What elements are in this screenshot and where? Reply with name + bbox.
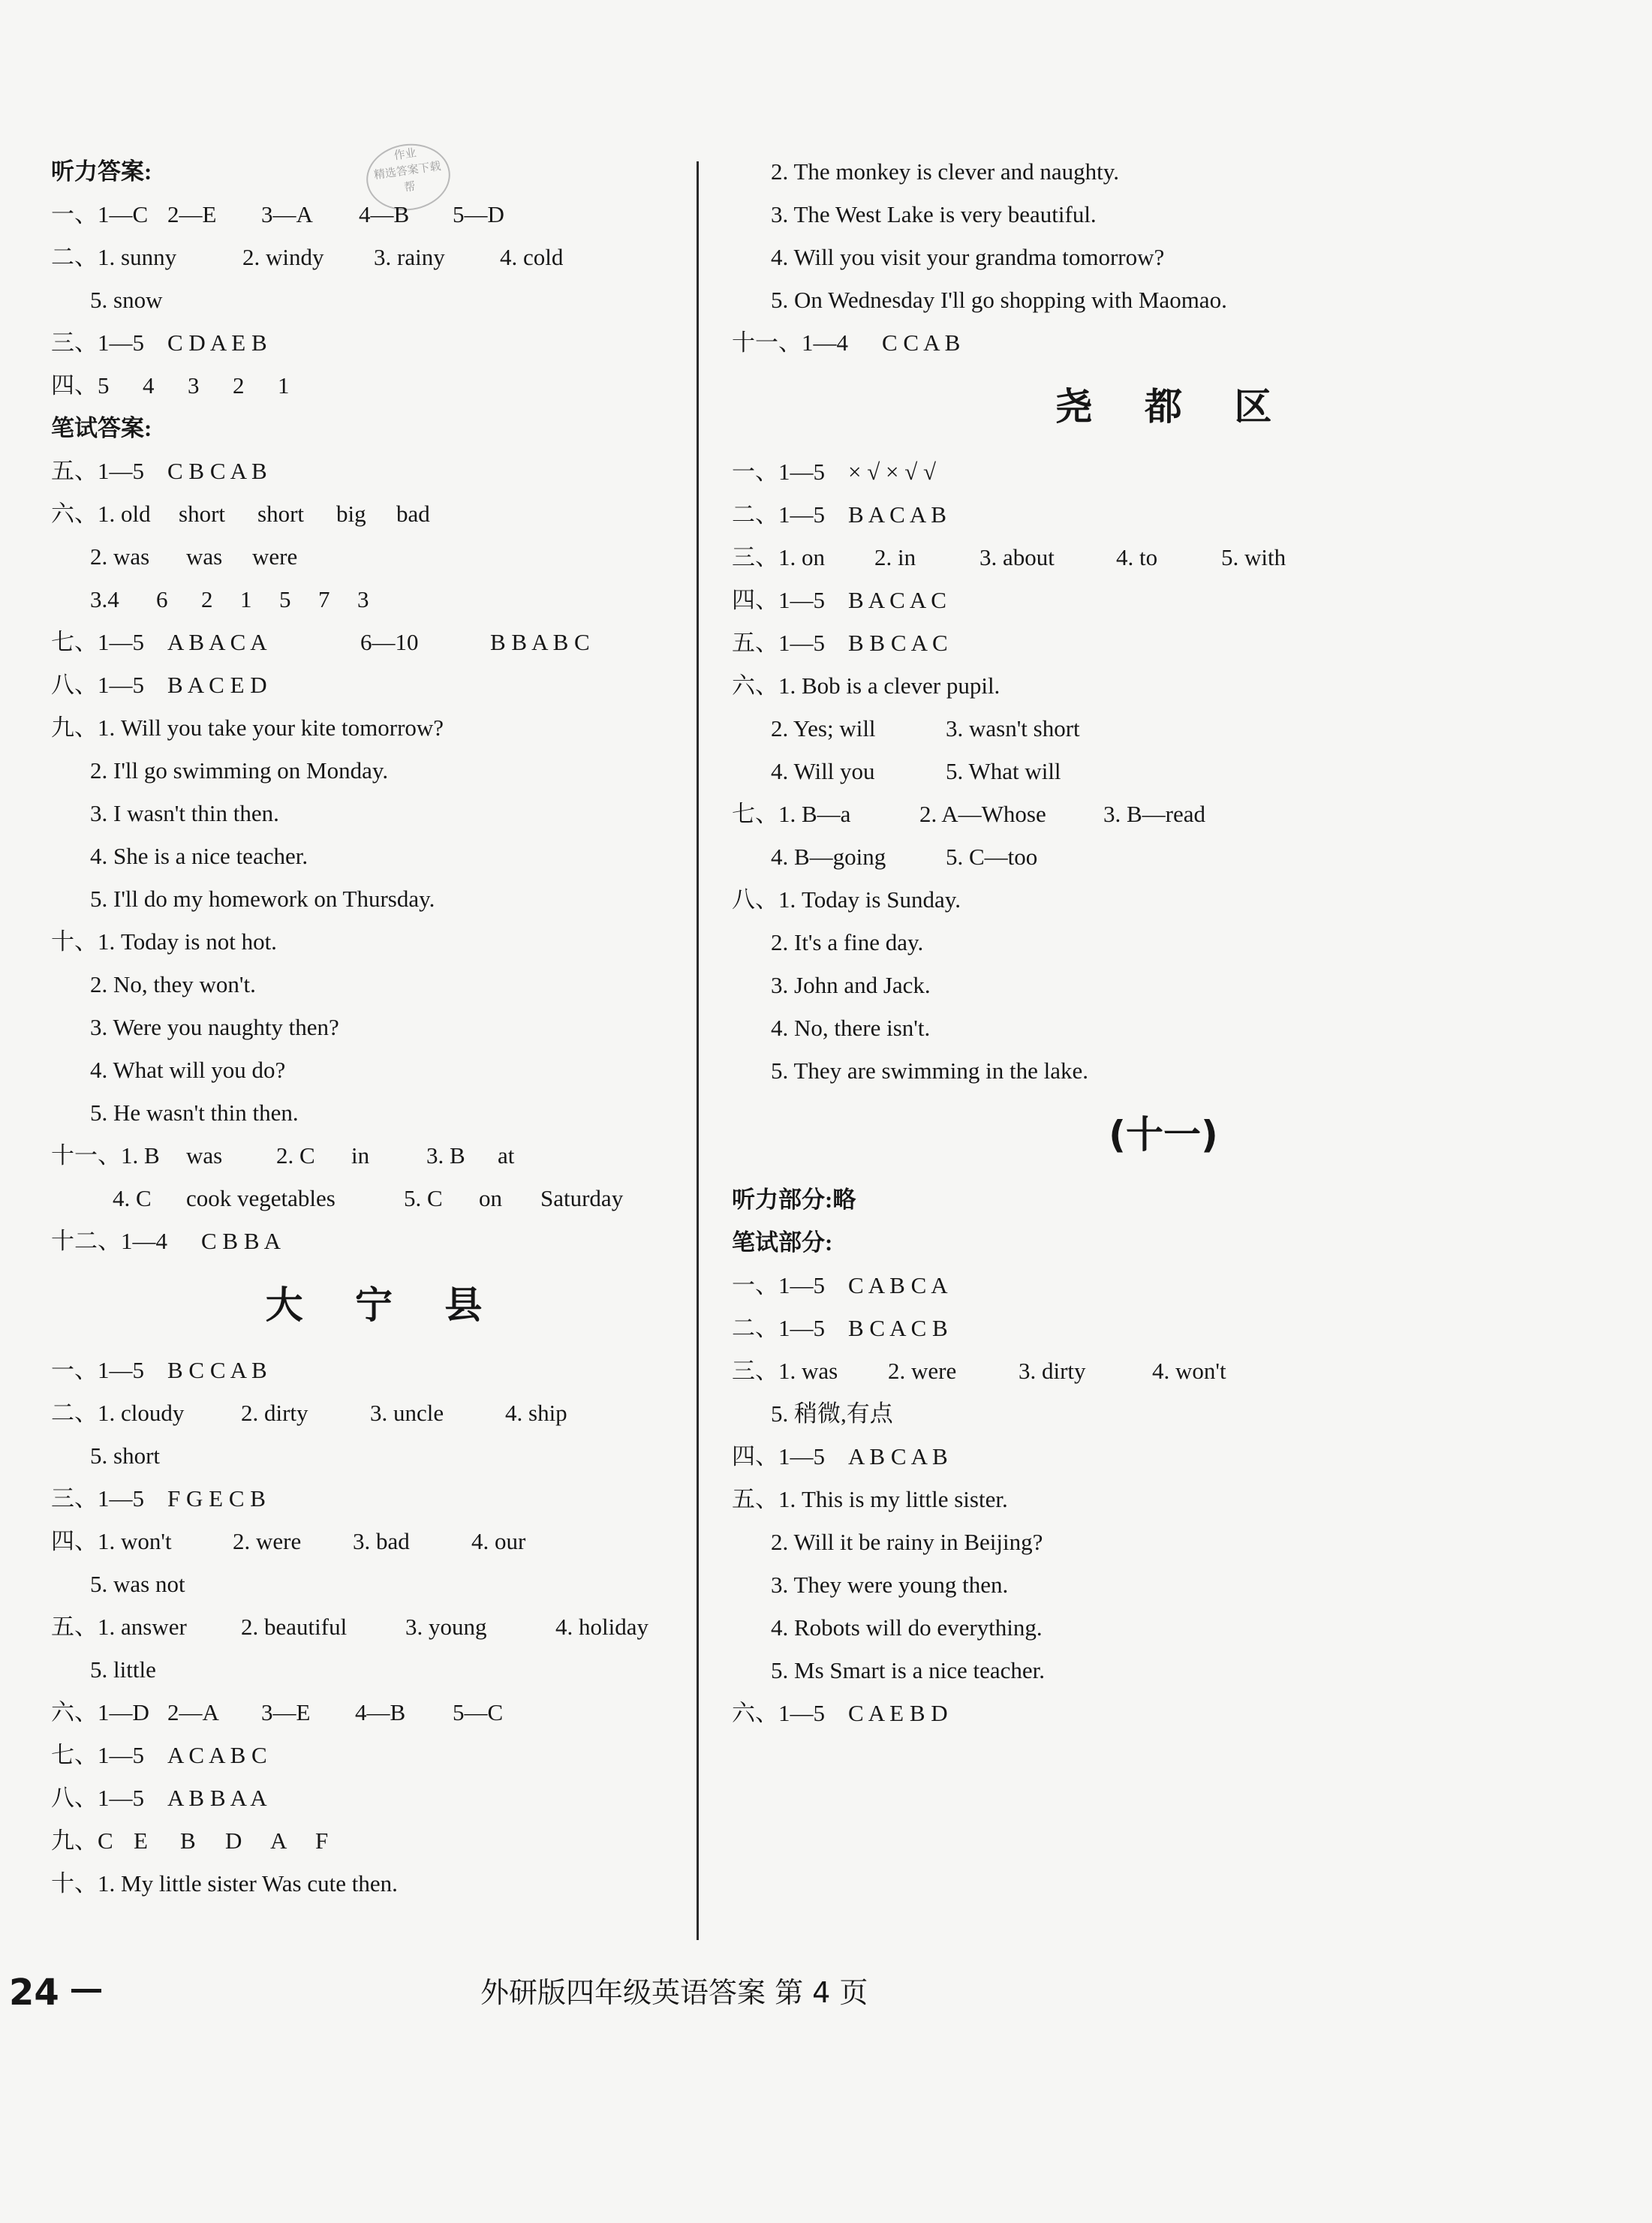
answer-segment: in: [351, 1142, 370, 1169]
answer-line: [732, 321, 1595, 364]
answer-segment: Saturday: [540, 1185, 624, 1211]
answer-segment: 5. snow: [90, 287, 163, 313]
answer-line: [732, 1006, 1595, 1049]
section-label: [51, 407, 697, 450]
answer-line: [732, 1349, 1595, 1392]
answer-line: [51, 278, 697, 321]
answer-segment: 5: [279, 586, 291, 612]
answer-segment: 2. I'll go swimming on Monday.: [90, 757, 389, 784]
answer-line: [732, 750, 1595, 793]
answer-line: [51, 706, 697, 749]
answer-segment: 3. rainy: [374, 244, 445, 270]
answer-segment: 3: [357, 586, 369, 612]
answer-segment: 三、1. was: [732, 1358, 838, 1384]
answer-line: [732, 664, 1595, 707]
answer-line: [51, 1477, 697, 1520]
answer-segment: 2. windy: [242, 244, 324, 270]
answer-segment: C B B A: [201, 1228, 281, 1254]
answer-segment: 5—D: [453, 201, 504, 227]
answer-line: [732, 1392, 1595, 1435]
answer-segment: A: [270, 1827, 287, 1854]
answer-segment: 二、1. cloudy: [51, 1400, 185, 1426]
answer-segment: 2: [201, 586, 213, 612]
answer-line: [51, 1734, 697, 1776]
answer-segment: B C C A B: [167, 1357, 267, 1383]
answer-segment: F: [315, 1827, 329, 1854]
answer-segment: 2. were: [233, 1528, 302, 1554]
answer-segment: 2. The monkey is clever and naughty.: [771, 158, 1120, 185]
answer-segment: 6—10: [360, 629, 419, 655]
answer-segment: 一、1—C: [51, 201, 149, 227]
answer-segment: were: [252, 543, 298, 570]
answer-segment: 笔试部分:: [732, 1229, 833, 1256]
answer-segment: 4. What will you do?: [90, 1057, 286, 1083]
answer-segment: 3. dirty: [1019, 1358, 1086, 1384]
answer-segment: 3. John and Jack.: [771, 972, 931, 998]
answer-segment: B: [180, 1827, 196, 1854]
answer-segment: 四、1—5: [732, 587, 825, 613]
answer-segment: was: [186, 1142, 223, 1169]
answer-segment: 4. to: [1116, 544, 1158, 570]
answer-line: [51, 364, 697, 407]
answer-segment: 三、1—5: [51, 1485, 144, 1512]
answer-segment: 5. C—too: [946, 844, 1038, 870]
answer-segment: 3. B: [426, 1142, 465, 1169]
answer-segment: 3. Were you naughty then?: [90, 1014, 339, 1040]
answer-segment: × √ × √ √: [848, 459, 937, 485]
answer-segment: B A C A C: [848, 587, 946, 613]
answer-line: [732, 278, 1595, 321]
answer-line: [51, 1091, 697, 1134]
answer-segment: 5. On Wednesday I'll go shopping with Maomao.: [771, 287, 1227, 313]
answer-segment: cook vegetables: [186, 1185, 336, 1211]
answer-line: [51, 193, 697, 236]
answer-line: [51, 236, 697, 278]
answer-segment: 2. was: [90, 543, 150, 570]
answer-segment: 十一、1—4: [732, 329, 848, 356]
answer-segment: A B A C A: [167, 629, 267, 655]
answer-segment: 4—B: [355, 1699, 406, 1725]
answer-segment: 四、1. won't: [51, 1528, 172, 1554]
answer-line: [51, 1520, 697, 1563]
answer-line: [732, 579, 1595, 621]
answer-segment: bad: [396, 501, 430, 527]
answer-segment: 十一、1. B: [51, 1142, 160, 1169]
answer-segment: 八、1—5: [51, 1785, 144, 1811]
answer-segment: 2. were: [888, 1358, 957, 1384]
answer-segment: 十、1. Today is not hot.: [51, 928, 277, 955]
answer-segment: 3: [188, 372, 200, 399]
answer-line: [51, 749, 697, 792]
answer-line: [51, 835, 697, 877]
answer-segment: 2. in: [874, 544, 916, 570]
answer-line: [732, 493, 1595, 536]
answer-line: [51, 1605, 697, 1648]
answer-line: [732, 921, 1595, 964]
answer-line: [51, 920, 697, 963]
answer-segment: 六、1. Bob is a clever pupil.: [732, 672, 1001, 699]
answer-line: [51, 1006, 697, 1048]
answer-segment: was: [186, 543, 223, 570]
answer-line: [732, 878, 1595, 921]
answer-segment: D: [225, 1827, 242, 1854]
answer-segment: A B C A B: [848, 1443, 948, 1469]
answer-segment: 七、1—5: [51, 629, 144, 655]
answer-segment: C A E B D: [848, 1700, 948, 1726]
answer-segment: 笔试答案:: [51, 415, 152, 441]
answer-segment: short: [257, 501, 304, 527]
answer-line: [732, 793, 1595, 835]
answer-segment: 5. They are swimming in the lake.: [771, 1057, 1088, 1084]
left-column: [51, 150, 697, 1905]
answer-segment: 四、1—5: [732, 1443, 825, 1469]
answer-segment: 4. holiday: [555, 1614, 648, 1640]
answer-line: [51, 963, 697, 1006]
section-heading: 大 宁 县: [265, 1283, 502, 1327]
answer-segment: 七、1. B—a: [732, 801, 851, 827]
answer-line: [51, 1563, 697, 1605]
answer-line: [51, 1349, 697, 1391]
answer-line: [732, 1521, 1595, 1563]
answer-line: [732, 1264, 1595, 1307]
answer-line: [51, 792, 697, 835]
answer-segment: 四、5: [51, 372, 110, 399]
answer-segment: 3—A: [261, 201, 313, 227]
answer-segment: 八、1. Today is Sunday.: [732, 886, 961, 913]
answer-segment: C B C A B: [167, 458, 267, 484]
answer-segment: 6: [156, 586, 168, 612]
answer-segment: on: [479, 1185, 502, 1211]
section-heading: (十一): [1109, 1113, 1218, 1157]
answer-segment: 3. young: [405, 1614, 487, 1640]
answer-line: [51, 321, 697, 364]
answer-line: [732, 236, 1595, 278]
answer-segment: 九、C: [51, 1827, 113, 1854]
answer-segment: 4—B: [359, 201, 410, 227]
answer-segment: B A C A B: [848, 501, 946, 528]
answer-line: [51, 1819, 697, 1862]
answer-segment: 5. 稍微,有点: [771, 1400, 893, 1427]
answer-line: [732, 835, 1595, 878]
answer-segment: 4. won't: [1152, 1358, 1226, 1384]
answer-line: [51, 1862, 697, 1905]
answer-line: [51, 1177, 697, 1220]
answer-line: [51, 1648, 697, 1691]
answer-segment: C D A E B: [167, 329, 267, 356]
answer-segment: 十二、1—4: [51, 1228, 167, 1254]
answer-segment: 六、1—5: [732, 1700, 825, 1726]
answer-segment: 3.4: [90, 586, 119, 612]
answer-segment: B B A B C: [490, 629, 590, 655]
answer-segment: 二、1. sunny: [51, 244, 177, 270]
answer-line: [732, 1692, 1595, 1734]
answer-segment: 2. C: [276, 1142, 315, 1169]
answer-line: [732, 193, 1595, 236]
answer-segment: 4. Will you: [771, 758, 875, 784]
answer-segment: 3. uncle: [370, 1400, 444, 1426]
answer-segment: 5. I'll do my homework on Thursday.: [90, 886, 435, 912]
section-label: [732, 1221, 1595, 1264]
answer-line: [732, 1478, 1595, 1521]
answer-line: [51, 1134, 697, 1177]
answer-line: [51, 877, 697, 920]
answer-segment: 7: [318, 586, 330, 612]
homework-stamp: 作业 精选答案下载 帮: [362, 139, 454, 216]
answer-segment: C C A B: [882, 329, 961, 356]
answer-segment: B A C E D: [167, 672, 267, 698]
answer-segment: 2—E: [167, 201, 217, 227]
answer-line: [51, 1048, 697, 1091]
section-label: [732, 1178, 1595, 1221]
answer-segment: B C A C B: [848, 1315, 948, 1341]
answer-segment: 2. It's a fine day.: [771, 929, 924, 955]
answer-segment: 3. I wasn't thin then.: [90, 800, 279, 826]
answer-line: [732, 707, 1595, 750]
answer-segment: 听力部分:略: [732, 1187, 856, 1213]
answer-segment: 三、1—5: [51, 329, 144, 356]
answer-segment: 2. Yes; will: [771, 715, 876, 742]
answer-segment: 五、1. This is my little sister.: [732, 1486, 1008, 1512]
section-label: [51, 150, 697, 193]
answer-segment: A C A B C: [167, 1742, 267, 1768]
footer-title: 外研版四年级英语答案 第 4 页: [480, 1976, 868, 2009]
answer-line: [51, 1434, 697, 1477]
answer-line: [732, 150, 1595, 193]
answer-line: [51, 1220, 697, 1262]
answer-segment: 八、1—5: [51, 672, 144, 698]
answer-line: [51, 578, 697, 621]
answer-segment: 5—C: [453, 1699, 504, 1725]
answer-segment: at: [498, 1142, 515, 1169]
answer-segment: 六、1. old: [51, 501, 151, 527]
answer-segment: 2. A—Whose: [919, 801, 1046, 827]
answer-segment: 5. little: [90, 1656, 156, 1683]
answer-segment: 二、1—5: [732, 1315, 825, 1341]
answer-segment: 一、1—5: [51, 1357, 144, 1383]
answer-segment: 五、1—5: [51, 458, 144, 484]
answer-line: [51, 535, 697, 578]
answer-segment: 2. dirty: [241, 1400, 308, 1426]
answer-segment: 5. C: [404, 1185, 443, 1211]
answer-segment: 3. bad: [353, 1528, 410, 1554]
answer-segment: 5. He wasn't thin then.: [90, 1099, 299, 1126]
answer-line: [732, 1049, 1595, 1092]
answer-segment: 2: [233, 372, 245, 399]
answer-segment: 5. with: [1221, 544, 1286, 570]
answer-segment: 3. about: [979, 544, 1055, 570]
answer-segment: 4. Will you visit your grandma tomorrow?: [771, 244, 1165, 270]
answer-segment: 4. ship: [505, 1400, 567, 1426]
answer-line: [732, 1435, 1595, 1478]
answer-segment: 3. wasn't short: [946, 715, 1080, 742]
answer-segment: 五、1—5: [732, 630, 825, 656]
answer-segment: 3. B—read: [1103, 801, 1206, 827]
answer-segment: 2. Will it be rainy in Beijing?: [771, 1529, 1043, 1555]
answer-segment: 3. The West Lake is very beautiful.: [771, 201, 1097, 227]
answer-segment: short: [179, 501, 225, 527]
answer-segment: 听力答案:: [51, 158, 152, 185]
answer-segment: 4. No, there isn't.: [771, 1015, 931, 1041]
answer-segment: F G E C B: [167, 1485, 266, 1512]
answer-segment: 九、1. Will you take your kite tomorrow?: [51, 714, 444, 741]
answer-line: [732, 964, 1595, 1006]
answer-line: [51, 1391, 697, 1434]
answer-line: [51, 450, 697, 492]
answer-segment: 4. Robots will do everything.: [771, 1614, 1043, 1641]
answer-line: [732, 621, 1595, 664]
answer-line: [732, 1649, 1595, 1692]
answer-segment: 4: [143, 372, 155, 399]
answer-segment: C A B C A: [848, 1272, 948, 1298]
answer-line: [732, 1563, 1595, 1606]
answer-segment: 五、1. answer: [51, 1614, 187, 1640]
answer-segment: 3—E: [261, 1699, 311, 1725]
page-number-dash: [71, 1989, 101, 1993]
answer-segment: 5. short: [90, 1442, 160, 1469]
answer-segment: E: [134, 1827, 148, 1854]
answer-segment: A B B A A: [167, 1785, 267, 1811]
answer-line: [732, 450, 1595, 493]
answer-segment: 1: [240, 586, 252, 612]
answer-segment: 4. B—going: [771, 844, 886, 870]
answer-segment: 4. our: [471, 1528, 526, 1554]
answer-line: [51, 1776, 697, 1819]
answer-segment: 一、1—5: [732, 1272, 825, 1298]
answer-line: [732, 536, 1595, 579]
answer-segment: 4. cold: [500, 244, 564, 270]
column-divider: [697, 161, 699, 1940]
answer-segment: 二、1—5: [732, 501, 825, 528]
answer-line: [51, 492, 697, 535]
right-column: [732, 150, 1595, 1734]
answer-segment: 七、1—5: [51, 1742, 144, 1768]
answer-segment: 1: [278, 372, 290, 399]
answer-segment: 4. She is a nice teacher.: [90, 843, 308, 869]
answer-segment: 5. was not: [90, 1571, 185, 1597]
answer-line: [51, 663, 697, 706]
answer-segment: 一、1—5: [732, 459, 825, 485]
answer-segment: B B C A C: [848, 630, 948, 656]
answer-segment: 5. Ms Smart is a nice teacher.: [771, 1657, 1046, 1683]
answer-segment: 三、1. on: [732, 544, 825, 570]
answer-segment: 5. What will: [946, 758, 1061, 784]
answer-segment: 3. They were young then.: [771, 1572, 1009, 1598]
answer-segment: 六、1—D: [51, 1699, 149, 1725]
answer-segment: 2—A: [167, 1699, 219, 1725]
answer-segment: 2. beautiful: [241, 1614, 348, 1640]
answer-line: [51, 621, 697, 663]
answer-segment: 4. C: [113, 1185, 152, 1211]
page-number: 24: [9, 1972, 59, 2014]
section-heading: 尧 都 区: [1055, 385, 1292, 429]
answer-segment: 2. No, they won't.: [90, 971, 256, 997]
answer-line: [732, 1307, 1595, 1349]
answer-line: [51, 1691, 697, 1734]
answer-segment: 十、1. My little sister Was cute then.: [51, 1870, 398, 1897]
answer-segment: big: [336, 501, 366, 527]
answer-line: [732, 1606, 1595, 1649]
